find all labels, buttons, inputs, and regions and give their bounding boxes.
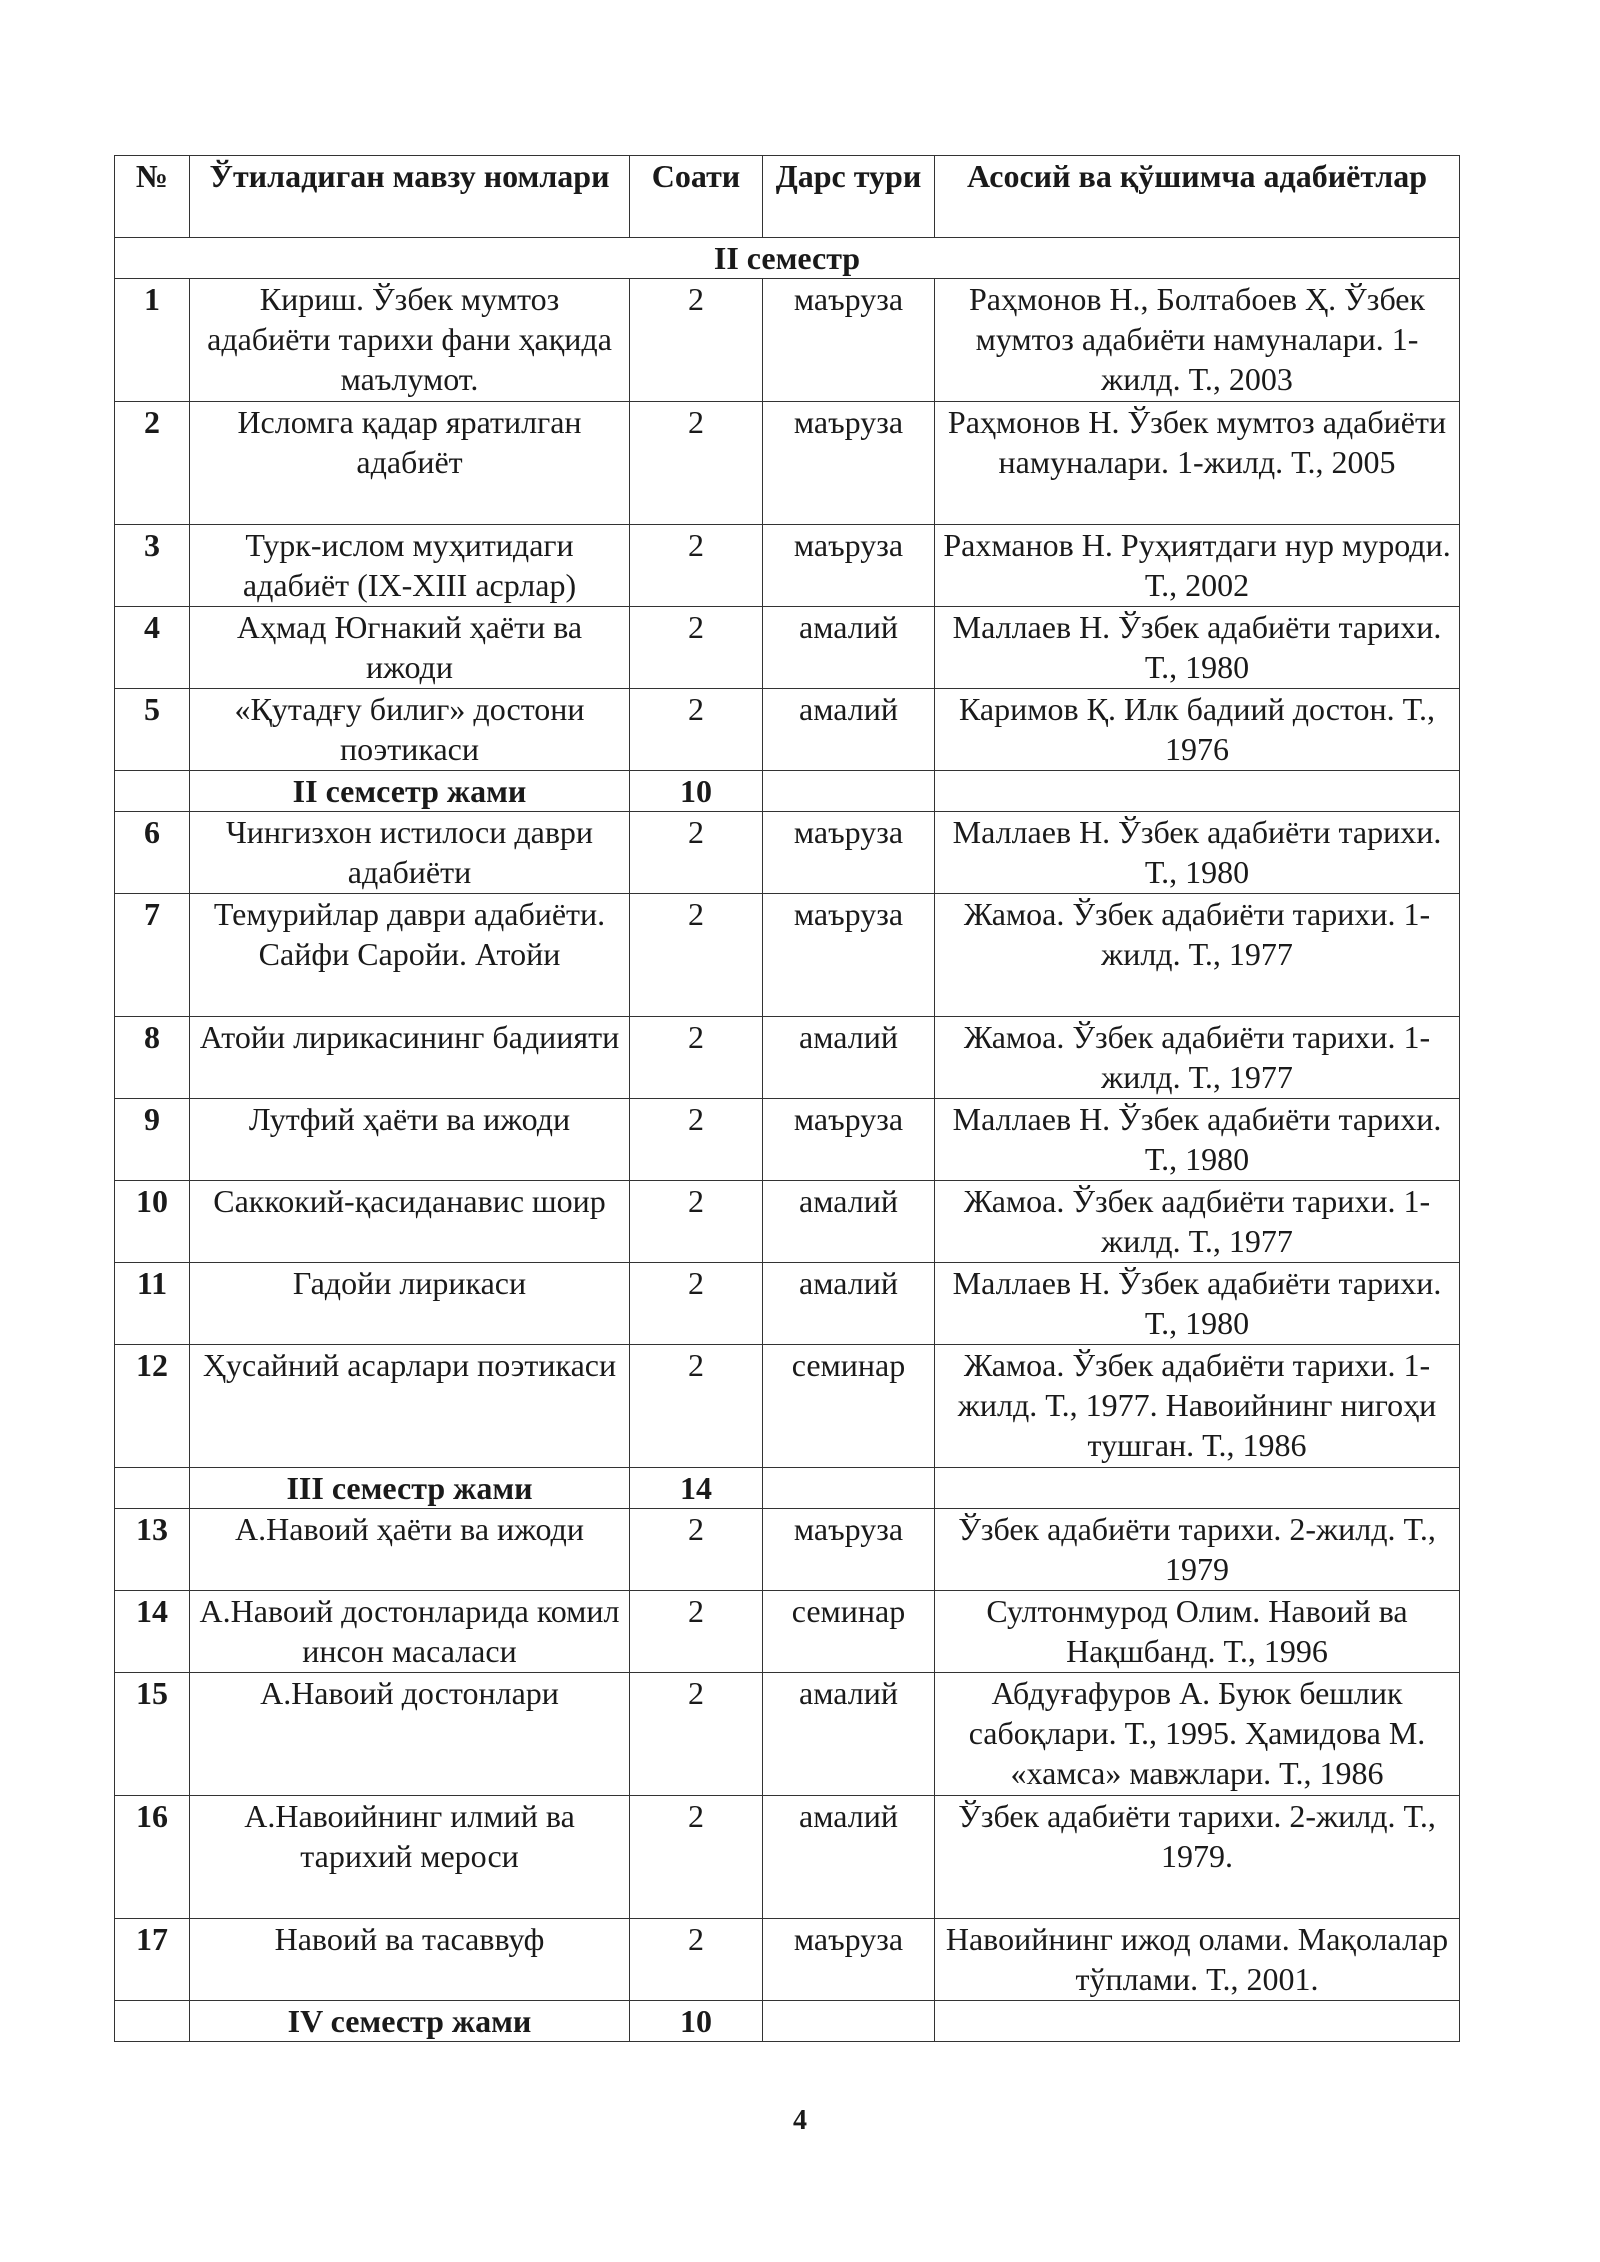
row-lesson-type: амалий (763, 1181, 935, 1263)
semester-total-row (115, 1468, 1460, 1509)
row-topic: Атойи лирикасининг бадиияти (190, 1017, 630, 1099)
row-literature: Навоийнинг ижод олами. Мақолалар тўплами. Т., 2001. (935, 1919, 1460, 2001)
row-lesson-type: маъруза (763, 525, 935, 607)
row-number: 11 (115, 1263, 190, 1345)
table-row (115, 1263, 1460, 1345)
row-lesson-type: амалий (763, 1673, 935, 1796)
semester-total-row (115, 771, 1460, 812)
row-number: 3 (115, 525, 190, 607)
total-hours: 10 (630, 2001, 763, 2042)
total-empty-cell (935, 2001, 1460, 2042)
row-lesson-type: амалий (763, 689, 935, 771)
row-literature: Жамоа. Ўзбек адабиёти тарихи. 1-жилд. Т., 1977 (935, 1017, 1460, 1099)
row-lesson-type: маъруза (763, 1509, 935, 1591)
total-hours: 14 (630, 1468, 763, 1509)
row-literature: Жамоа. Ўзбек адабиёти тарихи. 1-жилд. Т., 1977. Навоийнинг нигоҳи тушган. Т., 1986 (935, 1345, 1460, 1468)
table-row (115, 1345, 1460, 1468)
row-topic: «Қутадғу билиг» достони поэтикаси (190, 689, 630, 771)
row-topic: Ҳусайний асарлари поэтикаси (190, 1345, 630, 1468)
row-literature: Раҳмонов Н., Болтабоев Ҳ. Ўзбек мумтоз адабиёти намуналари. 1-жилд. Т., 2003 (935, 279, 1460, 402)
total-label: II семсетр жами (190, 771, 630, 812)
page-number: 4 (793, 2105, 807, 2136)
row-lesson-type: маъруза (763, 402, 935, 525)
row-topic: Лутфий ҳаёти ва ижоди (190, 1099, 630, 1181)
row-topic: Навоий ва тасаввуф (190, 1919, 630, 2001)
row-literature: Каримов Қ. Илк бадиий достон. Т., 1976 (935, 689, 1460, 771)
row-literature: Маллаев Н. Ўзбек адабиёти тарихи. Т., 1980 (935, 607, 1460, 689)
row-number: 1 (115, 279, 190, 402)
document-page (114, 155, 1459, 2042)
table-row (115, 1591, 1460, 1673)
row-number: 9 (115, 1099, 190, 1181)
row-topic: Саккокий-қасиданавис шоир (190, 1181, 630, 1263)
row-hours: 2 (630, 894, 763, 1017)
row-lesson-type: маъруза (763, 1919, 935, 2001)
row-topic: А.Навоий достонларида комил инсон масаласи (190, 1591, 630, 1673)
row-literature: Жамоа. Ўзбек адабиёти тарихи. 1-жилд. Т., 1977 (935, 894, 1460, 1017)
row-number: 6 (115, 812, 190, 894)
table-row (115, 1509, 1460, 1591)
row-topic: Аҳмад Югнакий ҳаёти ва ижоди (190, 607, 630, 689)
row-lesson-type: семинар (763, 1345, 935, 1468)
row-hours: 2 (630, 1796, 763, 1919)
total-hours: 10 (630, 771, 763, 812)
row-literature: Султонмурод Олим. Навоий ва Нақшбанд. Т., 1996 (935, 1591, 1460, 1673)
row-number: 13 (115, 1509, 190, 1591)
row-literature: Рахманов Н. Руҳиятдаги нур муроди. Т., 2002 (935, 525, 1460, 607)
semester-title: II семестр (115, 238, 1460, 279)
total-empty-cell (115, 2001, 190, 2042)
row-lesson-type: маъруза (763, 894, 935, 1017)
table-row (115, 1673, 1460, 1796)
row-number: 7 (115, 894, 190, 1017)
total-empty-cell (763, 771, 935, 812)
row-hours: 2 (630, 812, 763, 894)
row-topic: Чингизхон истилоси даври адабиёти (190, 812, 630, 894)
row-number: 4 (115, 607, 190, 689)
row-hours: 2 (630, 1099, 763, 1181)
total-empty-cell (115, 771, 190, 812)
row-hours: 2 (630, 1509, 763, 1591)
table-row (115, 894, 1460, 1017)
table-row (115, 1099, 1460, 1181)
row-hours: 2 (630, 402, 763, 525)
semester-total-row (115, 2001, 1460, 2042)
table-row (115, 525, 1460, 607)
table-row (115, 812, 1460, 894)
row-topic: А.Навоий достонлари (190, 1673, 630, 1796)
semester-heading-row (115, 238, 1460, 279)
curriculum-table (114, 155, 1460, 2042)
row-number: 2 (115, 402, 190, 525)
row-literature: Маллаев Н. Ўзбек адабиёти тарихи. Т., 1980 (935, 1263, 1460, 1345)
row-hours: 2 (630, 1591, 763, 1673)
total-label: III семестр жами (190, 1468, 630, 1509)
row-lesson-type: маъруза (763, 812, 935, 894)
row-hours: 2 (630, 689, 763, 771)
row-hours: 2 (630, 279, 763, 402)
row-number: 16 (115, 1796, 190, 1919)
row-hours: 2 (630, 1181, 763, 1263)
row-literature: Раҳмонов Н. Ўзбек мумтоз адабиёти намуналари. 1-жилд. Т., 2005 (935, 402, 1460, 525)
total-empty-cell (935, 1468, 1460, 1509)
row-lesson-type: амалий (763, 1263, 935, 1345)
table-row (115, 1919, 1460, 2001)
total-empty-cell (935, 771, 1460, 812)
table-header-row (115, 156, 1460, 238)
row-number: 5 (115, 689, 190, 771)
row-hours: 2 (630, 1919, 763, 2001)
row-number: 14 (115, 1591, 190, 1673)
row-topic: Турк-ислом муҳитидаги адабиёт (IX-XIII асрлар) (190, 525, 630, 607)
row-number: 10 (115, 1181, 190, 1263)
row-topic: Гадойи лирикаси (190, 1263, 630, 1345)
row-hours: 2 (630, 1017, 763, 1099)
row-lesson-type: амалий (763, 1017, 935, 1099)
table-row (115, 1181, 1460, 1263)
table-row (115, 607, 1460, 689)
row-topic: А.Навоий ҳаёти ва ижоди (190, 1509, 630, 1591)
header-topic: Ўтиладиган мавзу номлари (190, 156, 630, 238)
header-hours: Соати (630, 156, 763, 238)
header-number: № (115, 156, 190, 238)
row-number: 17 (115, 1919, 190, 2001)
row-topic: Кириш. Ўзбек мумтоз адабиёти тарихи фани ҳақида маълумот. (190, 279, 630, 402)
total-empty-cell (115, 1468, 190, 1509)
row-lesson-type: амалий (763, 1796, 935, 1919)
table-row (115, 402, 1460, 525)
total-label: IV семестр жами (190, 2001, 630, 2042)
row-topic: А.Навоийнинг илмий ва тарихий мероси (190, 1796, 630, 1919)
row-lesson-type: маъруза (763, 279, 935, 402)
row-lesson-type: семинар (763, 1591, 935, 1673)
row-hours: 2 (630, 607, 763, 689)
row-literature: Ўзбек адабиёти тарихи. 2-жилд. Т., 1979 (935, 1509, 1460, 1591)
row-hours: 2 (630, 1673, 763, 1796)
row-literature: Маллаев Н. Ўзбек адабиёти тарихи. Т., 1980 (935, 812, 1460, 894)
row-number: 8 (115, 1017, 190, 1099)
header-literature: Асосий ва қўшимча адабиётлар (935, 156, 1460, 238)
row-topic: Темурийлар даври адабиёти. Сайфи Саройи. Атойи (190, 894, 630, 1017)
table-row (115, 1796, 1460, 1919)
row-literature: Маллаев Н. Ўзбек адабиёти тарихи. Т., 1980 (935, 1099, 1460, 1181)
table-row (115, 1017, 1460, 1099)
row-hours: 2 (630, 525, 763, 607)
row-number: 12 (115, 1345, 190, 1468)
row-literature: Жамоа. Ўзбек аадбиёти тарихи. 1-жилд. Т., 1977 (935, 1181, 1460, 1263)
row-lesson-type: амалий (763, 607, 935, 689)
table-row (115, 689, 1460, 771)
row-hours: 2 (630, 1263, 763, 1345)
row-topic: Исломга қадар яратилган адабиёт (190, 402, 630, 525)
row-number: 15 (115, 1673, 190, 1796)
row-literature: Ўзбек адабиёти тарихи. 2-жилд. Т., 1979. (935, 1796, 1460, 1919)
total-empty-cell (763, 2001, 935, 2042)
table-row (115, 279, 1460, 402)
row-lesson-type: маъруза (763, 1099, 935, 1181)
row-literature: Абдуғафуров А. Буюк бешлик сабоқлари. Т., 1995. Ҳамидова М. «хамса» мавжлари. Т., 1986 (935, 1673, 1460, 1796)
total-empty-cell (763, 1468, 935, 1509)
header-lesson-type: Дарс тури (763, 156, 935, 238)
row-hours: 2 (630, 1345, 763, 1468)
